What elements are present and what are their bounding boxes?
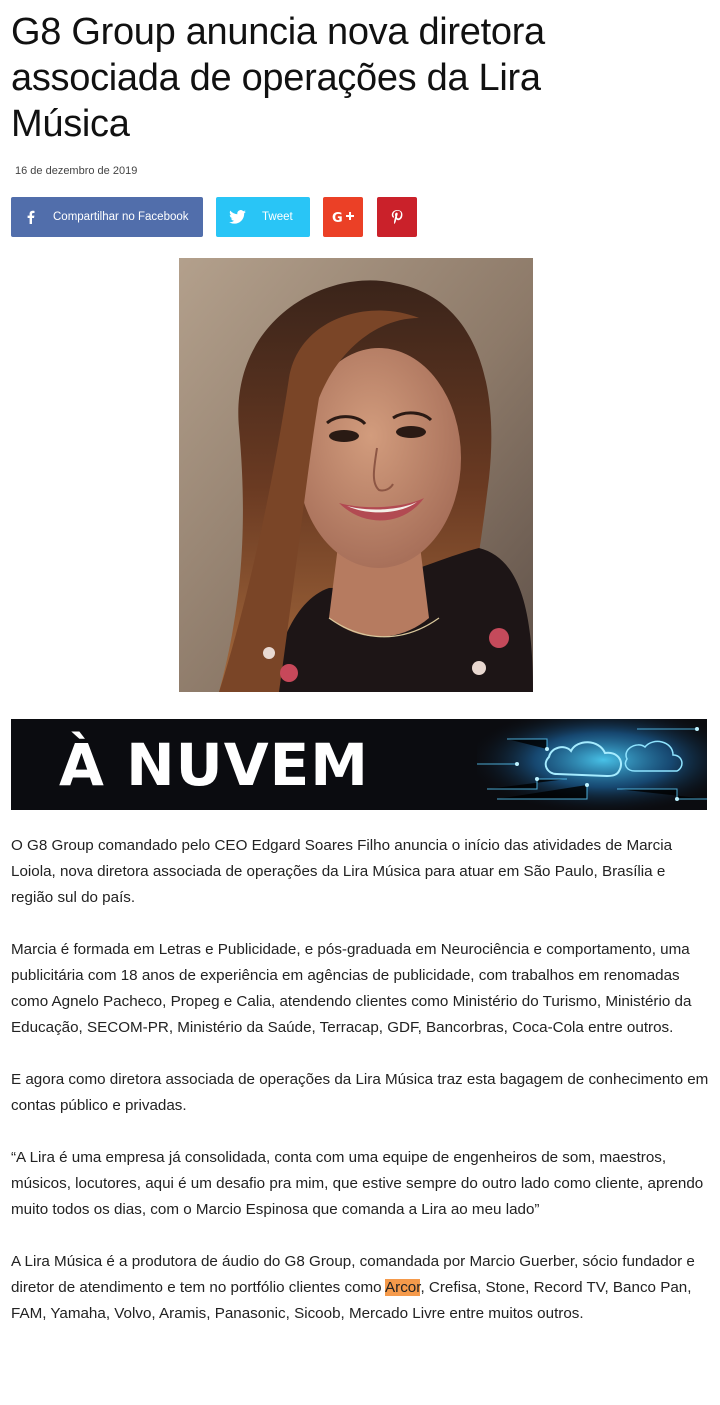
paragraph-2: Marcia é formada em Letras e Publicidade, e pós-graduada em Neurociência e comportamento, uma publicitária com 18 anos de experiência em agências de publicidade, com trabalhos em renomadas como Agnelo Pacheco, Propeg e Calia, atendendo clientes como Ministério do Turismo, Ministério da Educação, SECOM-PR, Ministério da Saúde, Terracap, GDF, Bancorbras, Coca-Cola entre outros. [11,941,692,1036]
highlighted-term: Arcor [385,1279,421,1296]
banner-ad[interactable] [11,719,707,810]
paragraph-5 [11,1249,709,1327]
article-body [11,833,709,1353]
facebook-share-label: Compartilhar no Facebook [53,211,189,223]
article-title: G8 Group anuncia nova diretora associada de operações da Lira Música [11,11,545,145]
pinterest-share-button[interactable] [377,197,417,237]
facebook-icon [23,210,37,224]
google-plus-share-button[interactable] [323,197,363,237]
paragraph-1: O G8 Group comandado pelo CEO Edgard Soares Filho anuncia o início das atividades de Marcia Loiola, nova diretora associada de operações da Lira Música para atuar em São Paulo, Brasília e região sul do país. [11,837,673,906]
paragraph-5-end: , Crefisa, Stone, Record TV, Banco Pan, FAM, Yamaha, Volvo, Aramis, Panasonic, Sicoob, Mercado Livre entre muitos outros. [11,1279,692,1322]
facebook-share-button[interactable] [11,197,203,237]
paragraph-3: E agora como diretora associada de operações da Lira Música traz esta bagagem de conhecimento em contas público e privadas. [11,1071,709,1114]
portrait-photo [179,258,533,692]
twitter-icon [228,210,246,224]
pinterest-icon [391,210,403,225]
article-date: 16 de dezembro de 2019 [15,165,138,177]
google-plus-icon [332,210,354,224]
twitter-share-label: Tweet [262,211,293,223]
cloud-circuit-graphic [477,719,707,810]
paragraph-4-quote: “A Lira é uma empresa já consolidada, conta com uma equipe de engenheiros de som, maestros, músicos, locutores, aqui é um desafio pra mim, que estive sempre do outro lado como cliente, aprendo muito todos os dias, com o Marcio Espinosa que comanda a Lira ao meu lado” [11,1149,704,1218]
svg-text:G: G [332,211,343,224]
twitter-share-button[interactable] [216,197,310,237]
banner-ad-text: À NUVEM [59,731,369,799]
paragraph-5-start: A Lira Música é a produtora de áudio do G8 Group, comandada por Marcio Guerber, sócio fundador e diretor de atendimento e tem no portfólio clientes como [11,1253,695,1296]
